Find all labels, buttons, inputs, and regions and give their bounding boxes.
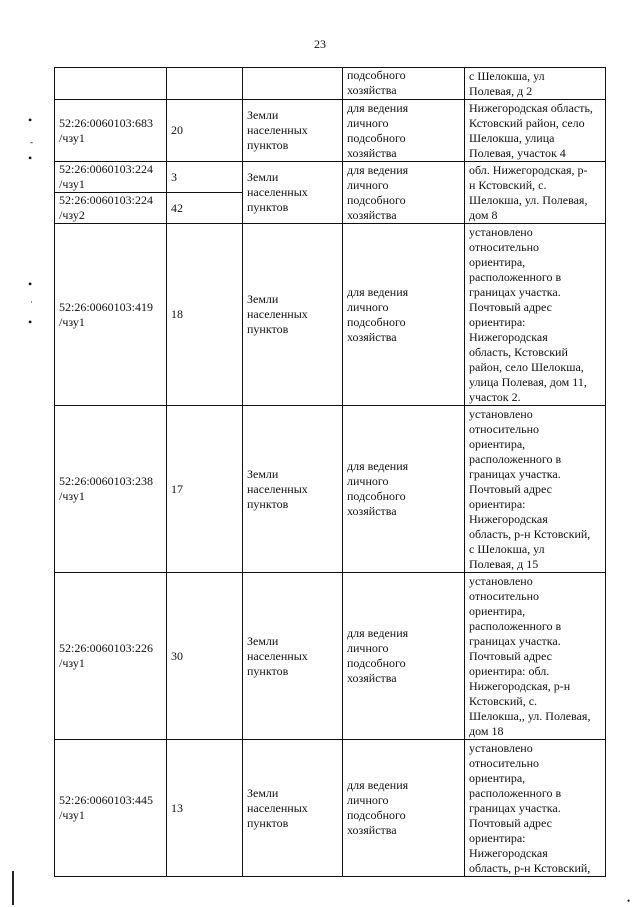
land-category-cell: Земли населенных пунктов [243,162,343,224]
address-cell: установлено относительно ориентира, расположенного в границах участка. Почтовый адрес ориентира: Нижегородская область, Кстовский район, село Шелокша, улица Полевая, дом 11, участок 2. [465,224,606,406]
cadastral-number-cell: 52:26:0060103:226 /чзу1 [55,573,167,740]
address-cell: установлено относительно ориентира, расположенного в границах участка. Почтовый адрес ориентира: обл. Нижегородская, р-н Кстовский, с. Шелокша,, ул. Полевая, дом 18 [465,573,606,740]
table-row [55,573,606,740]
land-category-cell: Земли населенных пунктов [243,100,343,162]
area-cell: 18 [167,224,243,406]
land-category-cell [243,68,343,100]
table-row [55,100,606,162]
scan-dot: • [627,896,631,906]
land-plots-table [54,67,606,877]
permitted-use-cell: для ведения личного подсобного хозяйства [343,573,465,740]
cadastral-number-cell: 52:26:0060103:224 /чзу2 [55,193,167,224]
permitted-use-cell: для ведения личного подсобного хозяйства [343,740,465,877]
table-row [55,224,606,406]
area-cell: 42 [167,193,243,224]
cadastral-number-cell: 52:26:0060103:445 /чзу1 [55,740,167,877]
permitted-use-cell: для ведения личного подсобного хозяйства [343,406,465,573]
permitted-use-cell: подсобного хозяйства [343,68,465,100]
scan-dot: • [28,113,33,127]
cadastral-number-cell: 52:26:0060103:224 /чзу1 [55,162,167,193]
permitted-use-cell: для ведения личного подсобного хозяйства [343,100,465,162]
scan-dot: - [30,137,33,147]
cadastral-number-cell: 52:26:0060103:419 /чзу1 [55,224,167,406]
cadastral-number-cell: 52:26:0060103:238 /чзу1 [55,406,167,573]
address-cell: Нижегородская область, Кстовский район, село Шелокша, улица Полевая, участок 4 [465,100,606,162]
address-cell: установлено относительно ориентира, расположенного в границах участка. Почтовый адрес ориентира: Нижегородская область, р-н Кстовский, с Шелокша, ул Полевая, д 15 [465,406,606,573]
scan-dot: • [28,277,33,291]
scan-dot: • [28,315,33,329]
table-row [55,68,606,100]
permitted-use-cell: для ведения личного подсобного хозяйства [343,224,465,406]
area-cell [167,68,243,100]
area-cell: 13 [167,740,243,877]
area-cell: 30 [167,573,243,740]
table-row [55,740,606,877]
land-category-cell: Земли населенных пунктов [243,573,343,740]
scan-dot: • [28,151,33,165]
land-category-cell: Земли населенных пунктов [243,406,343,573]
area-cell: 20 [167,100,243,162]
permitted-use-cell: для ведения личного подсобного хозяйства [343,162,465,224]
address-cell: с Шелокша, ул Полевая, д 2 [465,68,606,100]
cadastral-number-cell: 52:26:0060103:683 /чзу1 [55,100,167,162]
cadastral-number-cell [55,68,167,100]
table-row [55,406,606,573]
area-cell: 3 [167,162,243,193]
scan-edge-line [12,871,14,905]
land-category-cell: Земли населенных пунктов [243,740,343,877]
area-cell: 17 [167,406,243,573]
address-cell: обл. Нижегородская, р- н Кстовский, с. Шелокша, ул. Полевая, дом 8 [465,162,606,224]
scan-dot: · [30,297,33,307]
table-row [55,162,606,193]
address-cell: установлено относительно ориентира, расположенного в границах участка. Почтовый адрес ориентира: Нижегородская область, р-н Кстовский, [465,740,606,877]
land-category-cell: Земли населенных пунктов [243,224,343,406]
page-number: 23 [314,37,326,51]
